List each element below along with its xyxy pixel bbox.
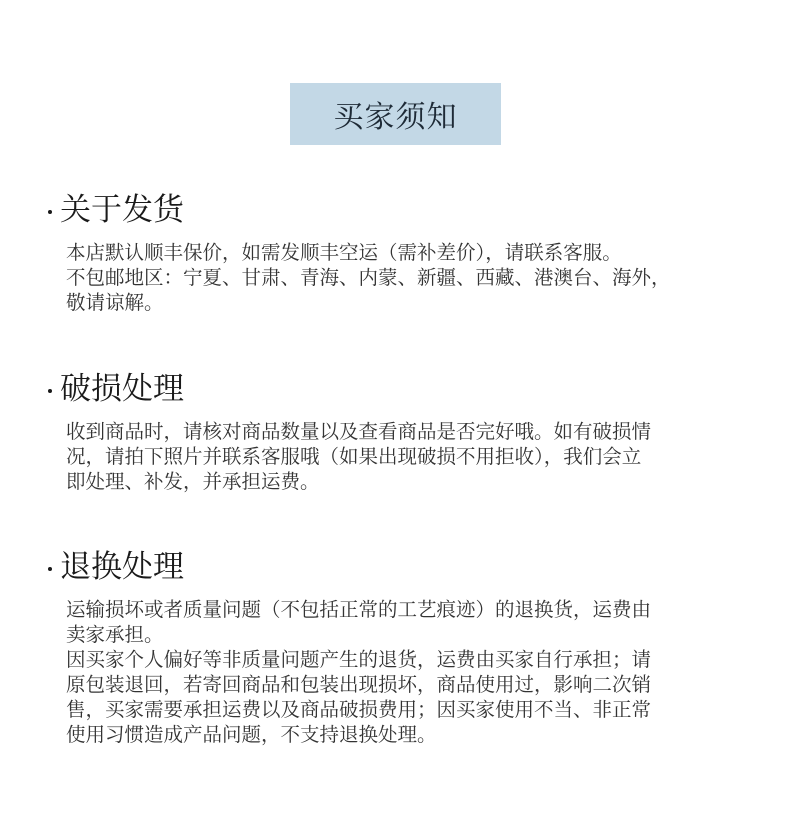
body-line: 售，买家需要承担运费以及商品破损费用；因买家使用不当、非正常 — [66, 698, 652, 721]
body-line: 使用习惯造成产品问题，不支持退换处理。 — [66, 723, 437, 746]
section-heading — [48, 369, 748, 409]
bullet-icon — [48, 567, 52, 571]
section-returns — [48, 547, 748, 747]
section-shipping — [48, 190, 748, 315]
section-heading-text: 破损处理 — [60, 371, 184, 407]
bullet-icon — [48, 389, 52, 393]
page-title: 买家须知 — [333, 100, 458, 135]
section-heading — [48, 190, 748, 230]
section-damage — [48, 369, 748, 494]
section-heading-text: 退换处理 — [60, 549, 184, 585]
section-heading-text: 关于发货 — [60, 192, 184, 228]
body-line: 不包邮地区：宁夏、甘肃、青海、内蒙、新疆、西藏、港澳台、海外， — [66, 266, 671, 289]
section-body — [66, 240, 706, 315]
body-line: 本店默认顺丰保价，如需发顺丰空运（需补差价），请联系客服。 — [66, 241, 622, 264]
section-body — [66, 597, 706, 747]
body-line: 况，请拍下照片并联系客服哦（如果出现破损不用拒收），我们会立 — [66, 445, 642, 468]
bullet-icon — [48, 210, 52, 214]
section-heading — [48, 547, 748, 587]
body-line: 因买家个人偏好等非质量问题产生的退货，运费由买家自行承担；请 — [66, 648, 652, 671]
title-banner — [290, 83, 501, 145]
body-line: 敬请谅解。 — [66, 291, 164, 314]
body-line: 原包装退回，若寄回商品和包装出现损坏，商品使用过，影响二次销 — [66, 673, 652, 696]
body-line: 收到商品时，请核对商品数量以及查看商品是否完好哦。如有破损情 — [66, 420, 652, 443]
body-line: 卖家承担。 — [66, 623, 164, 646]
section-body — [66, 419, 706, 494]
body-line: 运输损坏或者质量问题（不包括正常的工艺痕迹）的退换货，运费由 — [66, 598, 652, 621]
body-line: 即处理、补发，并承担运费。 — [66, 470, 320, 493]
